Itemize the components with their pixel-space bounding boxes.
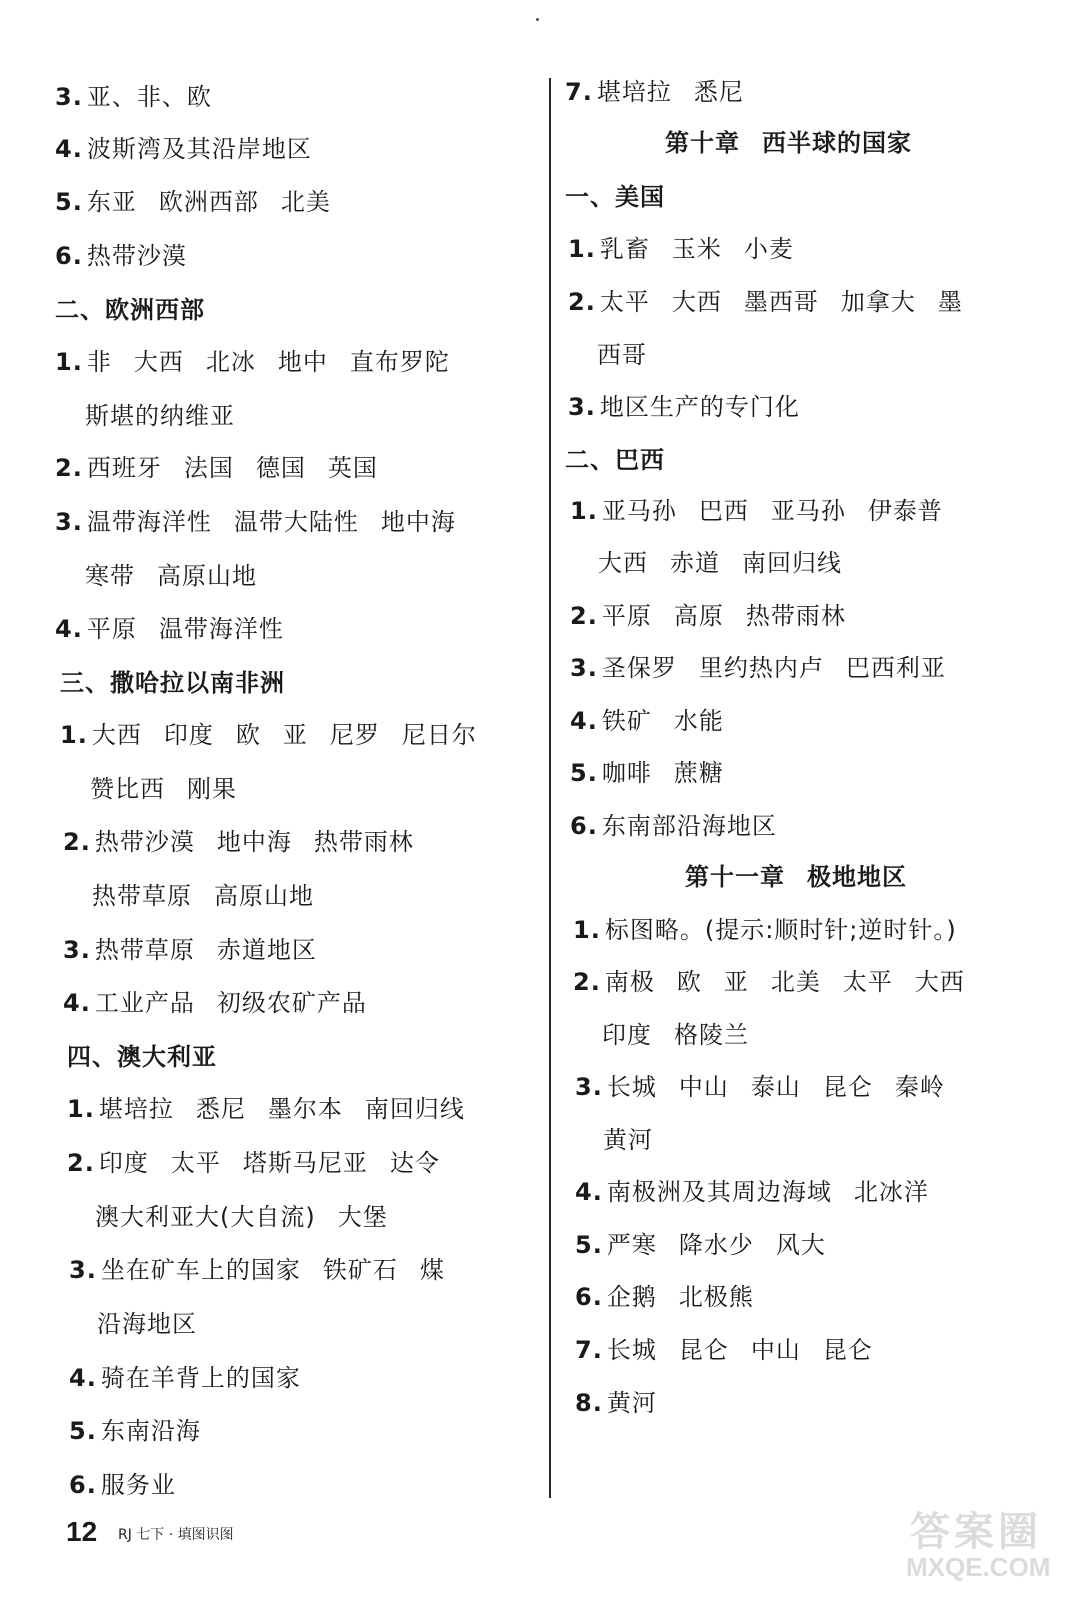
answer-line: 6. 热带沙漠 — [55, 242, 187, 270]
page-number: 12 — [66, 1516, 98, 1547]
answer-continuation: 赞比西 刚果 — [90, 775, 237, 803]
answer-line: 3. 热带草原 赤道地区 — [63, 936, 317, 964]
answer-line: 5. 严寒 降水少 风大 — [575, 1231, 826, 1259]
answer-line: 1. 非 大西 北冰 地中 直布罗陀 — [55, 348, 450, 376]
answer-line: 3. 长城 中山 泰山 昆仑 秦岭 — [575, 1073, 945, 1101]
answer-line: 6. 服务业 — [69, 1471, 176, 1499]
answer-line: 4. 平原 温带海洋性 — [55, 615, 284, 643]
answer-line: 3. 坐在矿车上的国家 铁矿石 煤 — [69, 1256, 445, 1284]
answer-continuation: 大西 赤道 南回归线 — [598, 549, 842, 577]
section-heading: 二、欧洲西部 — [55, 296, 205, 324]
watermark-title: 答案圈 — [910, 1509, 1042, 1555]
answer-line: 5. 东南沿海 — [69, 1417, 201, 1445]
answer-line: 5. 东亚 欧洲西部 北美 — [55, 188, 331, 216]
chapter-heading: 第十章 西半球的国家 — [665, 129, 912, 157]
answer-line: 1. 乳畜 玉米 小麦 — [568, 235, 794, 263]
answer-line: 5. 咖啡 蔗糖 — [570, 759, 724, 787]
answer-line: 4. 南极洲及其周边海域 北冰洋 — [575, 1178, 929, 1206]
section-heading: 二、巴西 — [565, 446, 665, 474]
answer-continuation: 斯堪的纳维亚 — [85, 402, 235, 430]
answer-line: 3. 温带海洋性 温带大陆性 地中海 — [55, 508, 456, 536]
answer-line: 1. 标图略。(提示:顺时针;逆时针。) — [573, 916, 957, 944]
answer-line: 2. 热带沙漠 地中海 热带雨林 — [63, 828, 414, 856]
chapter-heading: 第十一章 极地地区 — [685, 863, 907, 891]
answer-line: 2. 印度 太平 塔斯马尼亚 达令 — [67, 1149, 440, 1177]
answer-continuation: 西哥 — [597, 341, 647, 369]
answer-line: 1. 堪培拉 悉尼 墨尔本 南回归线 — [67, 1095, 465, 1123]
answer-line: 2. 西班牙 法国 德国 英国 — [55, 454, 378, 482]
watermark-url: MXQE.COM — [906, 1552, 1051, 1582]
answer-continuation: 热带草原 高原山地 — [92, 882, 314, 910]
answer-line: 2. 平原 高原 热带雨林 — [570, 602, 846, 630]
section-heading: 四、澳大利亚 — [67, 1043, 217, 1071]
answer-line: 1. 亚马孙 巴西 亚马孙 伊泰普 — [570, 497, 943, 525]
footer-caption: RJ 七下 · 填图识图 — [118, 1527, 234, 1543]
answer-line: 4. 铁矿 水能 — [570, 707, 724, 735]
answer-line: 4. 波斯湾及其沿岸地区 — [55, 135, 312, 163]
answer-line: 2. 太平 大西 墨西哥 加拿大 墨 — [568, 288, 963, 316]
answer-line: 4. 骑在羊背上的国家 — [69, 1364, 301, 1392]
top-dot — [536, 18, 539, 21]
column-divider — [549, 78, 551, 1498]
answer-line: 4. 工业产品 初级农矿产品 — [63, 989, 367, 1017]
answer-line: 2. 南极 欧 亚 北美 太平 大西 — [573, 968, 965, 996]
answer-continuation: 印度 格陵兰 — [602, 1021, 749, 1049]
answer-continuation: 黄河 — [603, 1126, 653, 1154]
answer-continuation: 沿海地区 — [97, 1310, 197, 1338]
answer-line: 3. 地区生产的专门化 — [568, 393, 800, 421]
section-heading: 一、美国 — [565, 183, 665, 211]
answer-line: 1. 大西 印度 欧 亚 尼罗 尼日尔 — [60, 721, 477, 749]
answer-line: 7. 长城 昆仑 中山 昆仑 — [575, 1336, 873, 1364]
answer-line: 6. 企鹅 北极熊 — [575, 1283, 754, 1311]
answer-continuation: 澳大利亚大(大自流) 大堡 — [95, 1203, 388, 1231]
watermark-logo — [900, 1500, 1070, 1590]
answer-line: 3. 亚、非、欧 — [55, 83, 212, 111]
section-heading: 三、撒哈拉以南非洲 — [60, 669, 285, 697]
answer-line: 7. 堪培拉 悉尼 — [565, 78, 744, 106]
answer-continuation: 寒带 高原山地 — [85, 562, 257, 590]
answer-line: 6. 东南部沿海地区 — [570, 812, 777, 840]
answer-line: 8. 黄河 — [575, 1389, 657, 1417]
answer-line: 3. 圣保罗 里约热内卢 巴西利亚 — [570, 654, 946, 682]
